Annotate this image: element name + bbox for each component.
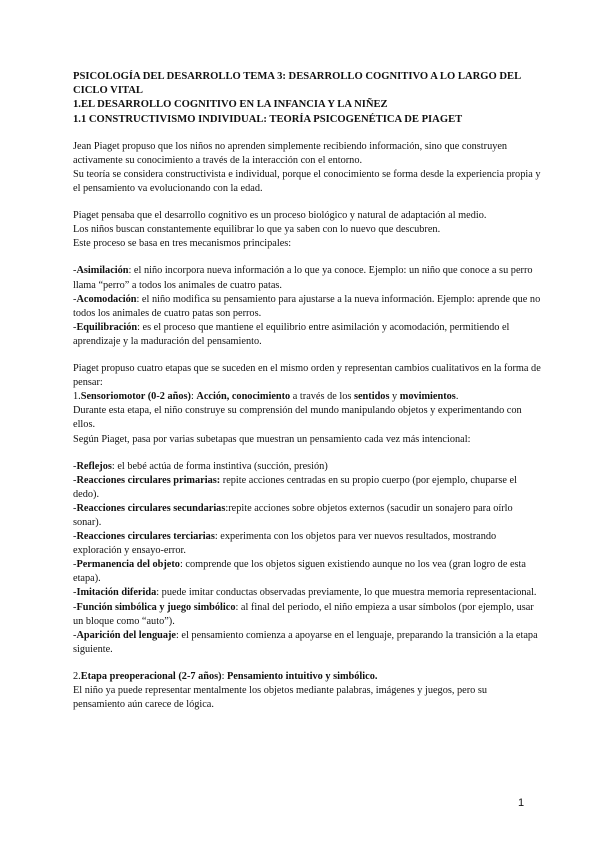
process-paragraph: Piaget pensaba que el desarrollo cognitivo es un proceso biológico y natural de adaptación al medio. <box>73 210 487 222</box>
process-paragraph: Este proceso se basa en tres mecanismos principales: <box>73 238 292 250</box>
subsection-heading: 1.1 CONSTRUCTIVISMO INDIVIDUAL: TEORÍA PSICOGENÉTICA DE PIAGET <box>73 113 463 125</box>
stage-1-description: Durante esta etapa, el niño construye su comprensión del mundo manipulando objetos y experimentando con ellos. <box>73 405 522 431</box>
stage-2-heading <box>73 670 541 684</box>
mechanism-item: -Acomodación: el niño modifica su pensamiento para ajustarse a la nueva información. Ejemplo: aprende que no todos los animales de cuatro patas son perros. <box>73 293 541 319</box>
substage-term: Reacciones circulares terciarias <box>76 531 215 543</box>
stage-number: 2. <box>73 670 81 682</box>
mechanism-text: : el niño modifica su pensamiento para ajustarse a la nueva información. Ejemplo: aprende que no todos los animales de cuatro patas son perros. <box>73 293 541 319</box>
page-number: 1 <box>518 797 525 809</box>
substage-text: : el pensamiento comienza a apoyarse en el lenguaje, preparando la transición a la etapa siguiente. <box>73 629 538 655</box>
stage-colon: : <box>221 670 227 682</box>
stage-1-description: Según Piaget, pasa por varias subetapas que muestran un pensamiento cada vez más intencional: <box>73 433 471 445</box>
substage-item: -Reacciones circulares terciarias: experimenta con los objetos para ver nuevos resultados, mostrando exploración y ensayo-error. <box>73 531 497 557</box>
stage-title: Sensoriomotor (0-2 años) <box>80 391 191 403</box>
substage-term: Reacciones circulares primarias: <box>76 474 221 486</box>
process-paragraph: Los niños buscan constantemente equilibrar lo que ya saben con lo nuevo que descubren. <box>73 224 441 236</box>
substage-text: : al final del periodo, el niño empieza a usar símbolos (por ejemplo, usar un bloque como “auto”). <box>73 601 534 627</box>
stage-colon: : <box>190 391 197 403</box>
substage-term: Imitación diferida <box>76 587 157 599</box>
substage-item: -Permanencia del objeto: comprende que los objetos siguen existiendo aunque no los vea (gran logro de esta etapa). <box>73 559 526 585</box>
substage-text: : experimenta con los objetos para ver nuevos resultados, mostrando exploración y ensayo-error. <box>73 531 497 557</box>
stage-keyword: sentidos <box>353 391 390 403</box>
mechanism-text: : el niño incorpora nueva información a lo que ya conoce. Ejemplo: un niño que conoce a su perro llama “perro” a todos los animales de cuatro patas. <box>73 265 533 291</box>
intro-paragraph: Jean Piaget propuso que los niños no aprenden simplemente recibiendo información, sino que construyen activamente su conocimiento a través de la interacción con el entorno. <box>73 140 508 166</box>
stage-separator: , <box>226 391 232 403</box>
substage-text: : el bebé actúa de forma instintiva (succión, presión) <box>111 460 328 472</box>
stage-keyword: conocimiento <box>231 391 291 403</box>
intro-paragraph: Su teoría se considera constructivista e individual, porque el conocimiento se forma desde la experiencia propia y el pensamiento va evolucionando con la edad. <box>73 169 541 195</box>
stage-subtitle: Pensamiento intuitivo y simbólico. <box>227 670 378 682</box>
mechanism-item: -Asimilación: el niño incorpora nueva información a lo que ya conoce. Ejemplo: un niño que conoce a su perro llama “perro” a todos los animales de cuatro patas. <box>73 265 533 291</box>
substage-text: : puede imitar conductas observadas previamente, lo que muestra memoria representacional. <box>156 587 537 599</box>
substage-term: Función simbólica y juego simbólico <box>76 601 236 613</box>
mechanism-item: -Equilibración: es el proceso que mantiene el equilibrio entre asimilación y acomodación, permitiendo el aprendizaje y la maduración del pensamiento. <box>73 321 510 347</box>
stage-number: 1. <box>73 391 81 403</box>
stage-text: a través de los <box>290 391 354 403</box>
substage-term: Permanencia del objeto <box>76 559 180 571</box>
mechanism-text: : es el proceso que mantiene el equilibrio entre asimilación y acomodación, permitiendo el aprendizaje y la maduración del pensamiento. <box>73 321 510 347</box>
mechanism-term: Acomodación <box>76 293 137 305</box>
substage-text: repite acciones centradas en su propio cuerpo (por ejemplo, chuparse el dedo). <box>73 474 517 500</box>
substage-item: -Reflejos: el bebé actúa de forma instintiva (succión, presión) <box>73 460 328 472</box>
stage-2-description: El niño ya puede representar mentalmente los objetos mediante palabras, imágenes y juegos, pero su pensamiento aún carece de lógica. <box>73 685 488 711</box>
substage-item: -Reacciones circulares secundarias:repite acciones sobre objetos externos (sacudir un sonajero para oírlo sonar). <box>73 502 513 528</box>
substage-text: : comprende que los objetos siguen existiendo aunque no los vea (gran logro de esta etapa). <box>73 559 526 585</box>
stage-keyword: Acción <box>196 391 227 403</box>
substage-term: Reflejos <box>76 460 112 472</box>
stage-1-heading <box>73 390 541 404</box>
stage-keyword: movimientos <box>399 391 456 403</box>
section-heading: 1.EL DESARROLLO COGNITIVO EN LA INFANCIA Y LA NIÑEZ <box>73 99 388 111</box>
substage-item: -Reacciones circulares primarias: repite acciones centradas en su propio cuerpo (por ejemplo, chuparse el dedo). <box>73 474 517 500</box>
stage-title: Etapa preoperacional (2-7 años) <box>80 670 222 682</box>
mechanism-term: Equilibración <box>76 321 138 333</box>
substage-term: Aparición del lenguaje <box>76 629 176 641</box>
substage-term: Reacciones circulares secundarias <box>76 502 226 514</box>
substage-text: :repite acciones sobre objetos externos (sacudir un sonajero para oírlo sonar). <box>73 502 513 528</box>
stages-intro: Piaget propuso cuatro etapas que se suceden en el mismo orden y representan cambios cualitativos en la forma de pensar: <box>73 363 541 389</box>
mechanism-term: Asimilación <box>76 265 129 277</box>
stage-text: . <box>455 391 459 403</box>
document-body <box>73 70 541 712</box>
document-title: PSICOLOGÍA DEL DESARROLLO TEMA 3: DESARROLLO COGNITIVO A LO LARGO DEL CICLO VITAL <box>73 71 521 97</box>
substage-item: -Aparición del lenguaje: el pensamiento comienza a apoyarse en el lenguaje, preparando la transición a la etapa siguiente. <box>73 629 538 655</box>
substage-item: -Función simbólica y juego simbólico: al final del periodo, el niño empieza a usar símbolos (por ejemplo, usar un bloque como “auto”). <box>73 601 534 627</box>
stage-text: y <box>389 391 400 403</box>
substage-item: -Imitación diferida: puede imitar conductas observadas previamente, lo que muestra memoria representacional. <box>73 587 537 599</box>
